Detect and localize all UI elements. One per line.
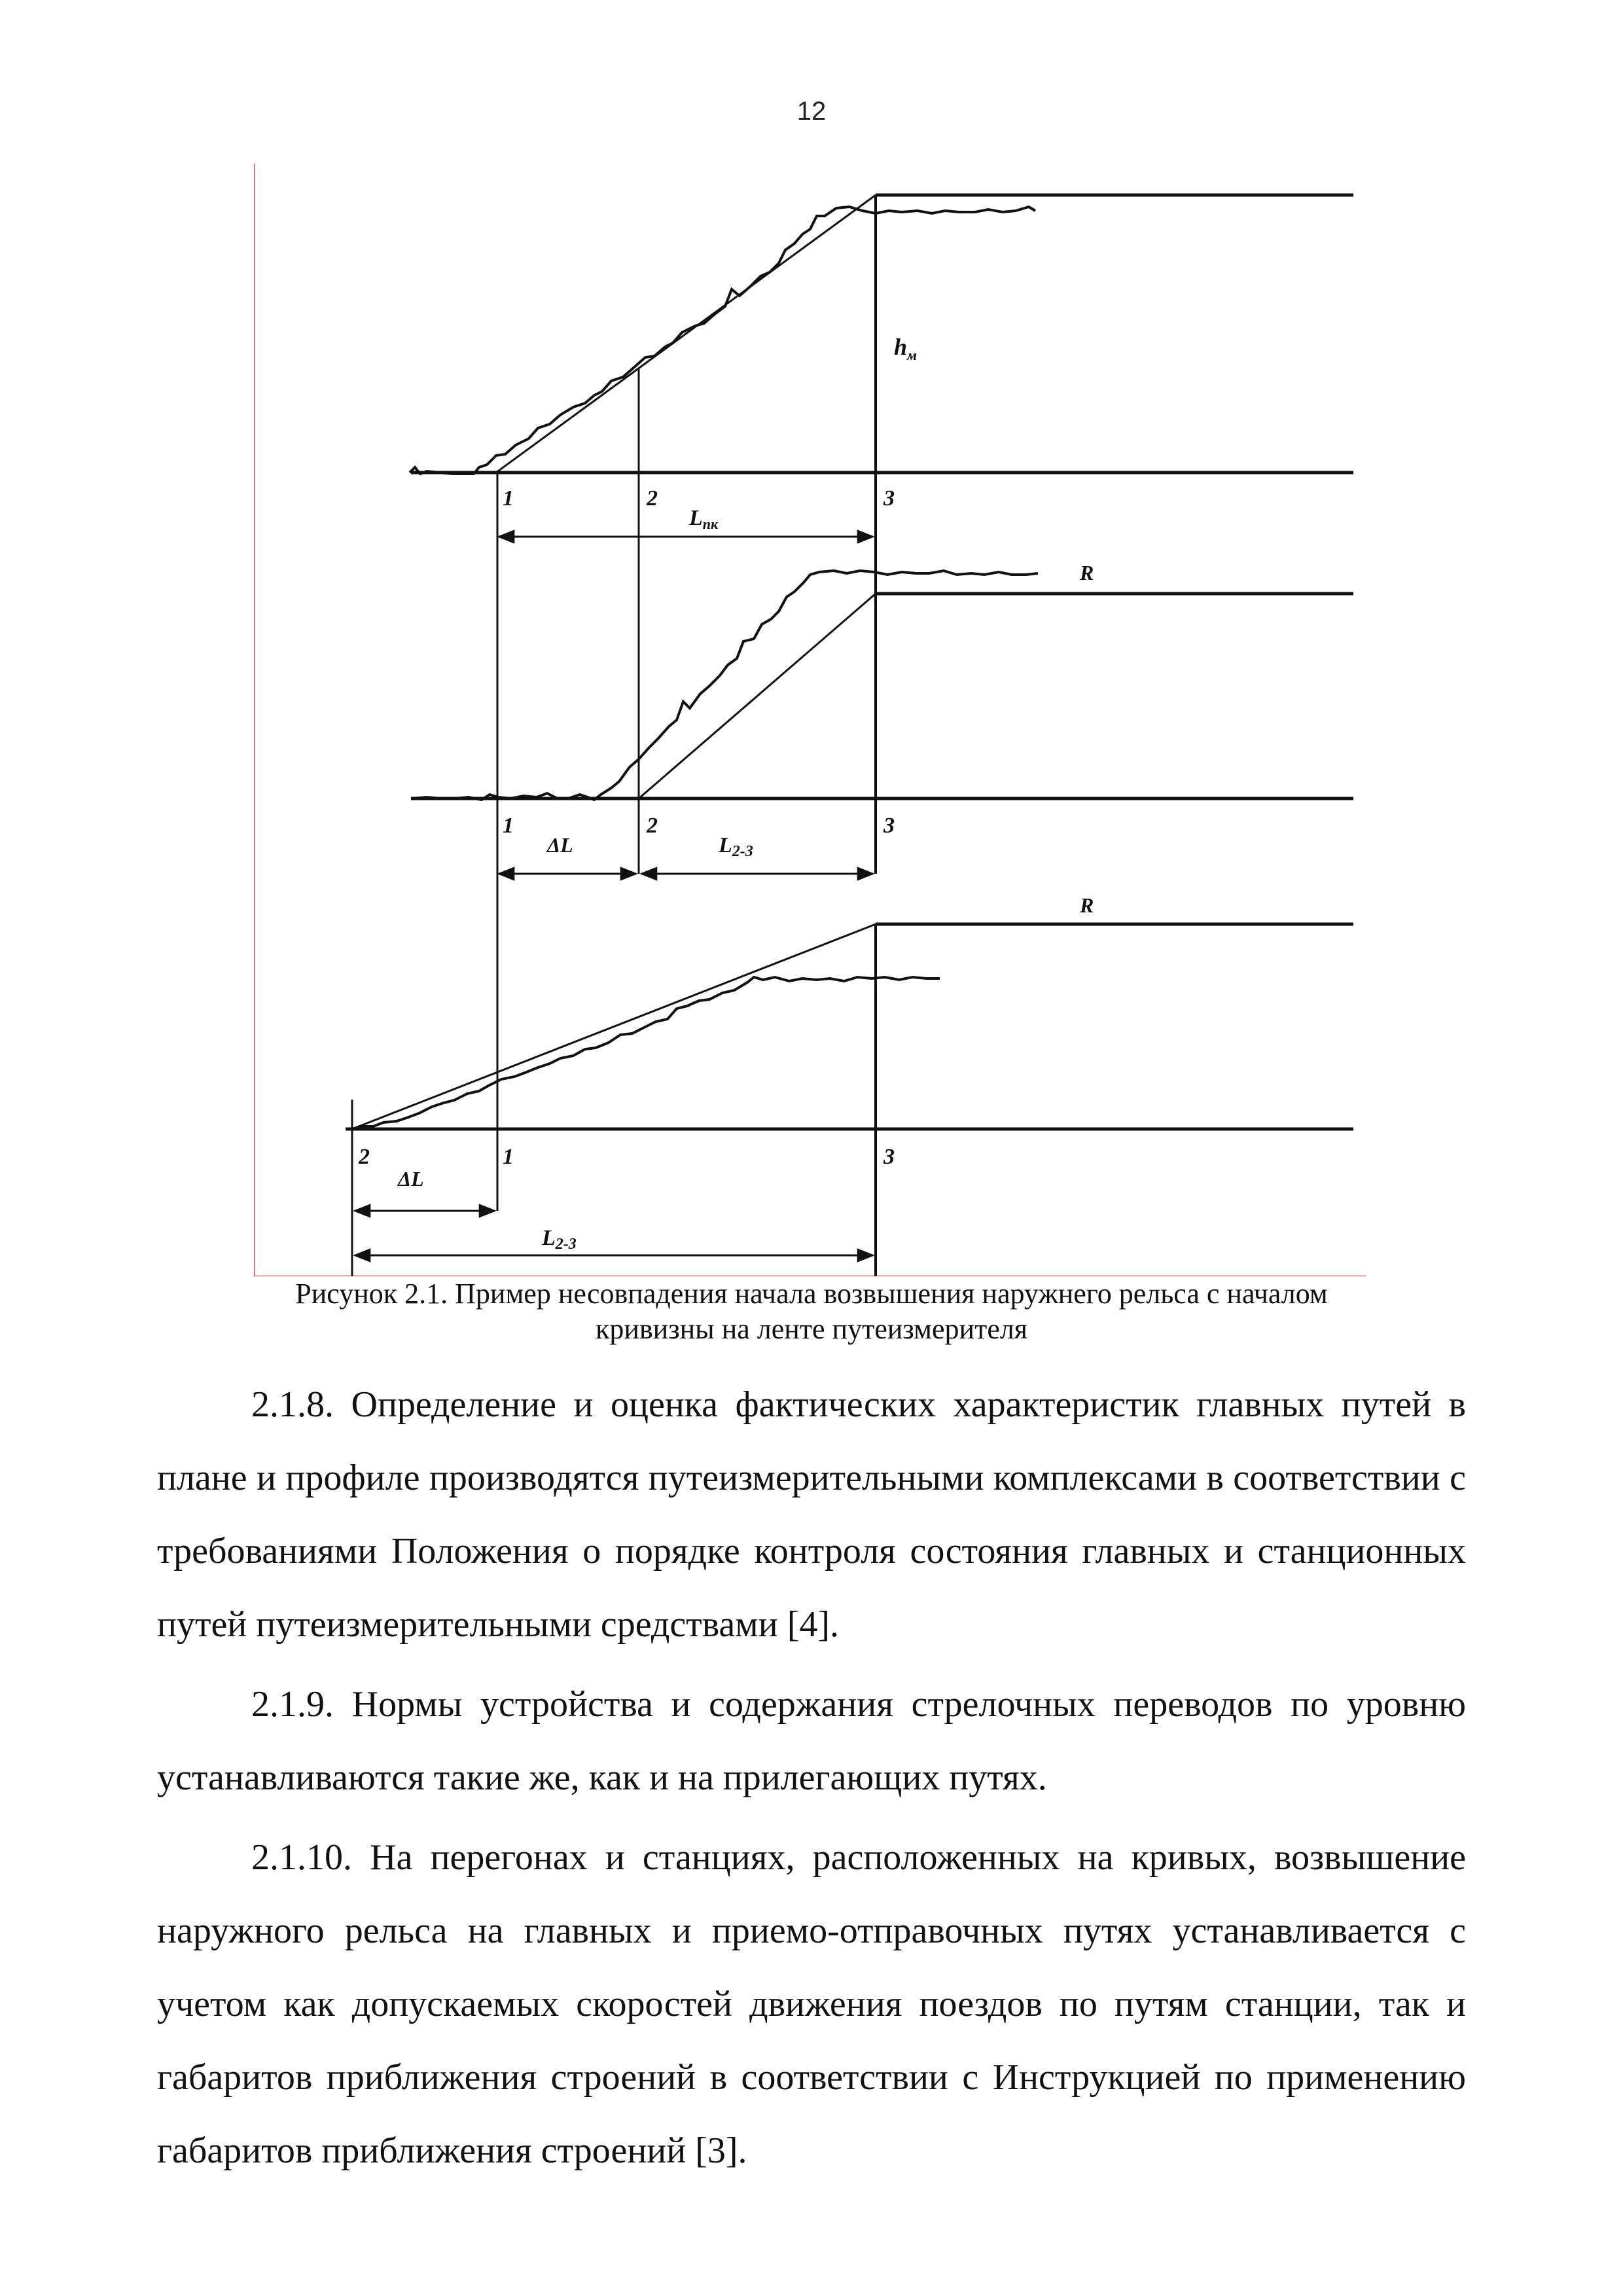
figure-track-diagram <box>254 164 1432 1276</box>
panel2-point-1-label: 1 <box>503 814 514 838</box>
panel3-point-3-label: 3 <box>883 1145 895 1169</box>
paragraph-2-1-10: 2.1.10. На перегонах и станциях, расположенных на кривых, возвышение наружного рельса на главных и приемо-отправочных путях устанавливается с учетом как допускаемых скоростей движения поездов по путям станции, так и габаритов приближения строений в соответствии с Инструкцией по применению габаритов приближения строений [3]. <box>157 1837 1466 2171</box>
panel3-ramp-straight <box>352 924 876 1129</box>
diagram-svg <box>254 164 1432 1276</box>
body-text <box>157 1368 1466 2194</box>
figure-caption-line-1: Рисунок 2.1. Пример несовпадения начала возвышения наружнего рельса с началом <box>295 1278 1328 1310</box>
panel2-r-label: R <box>1080 561 1094 584</box>
panel3-r-label: R <box>1080 893 1094 917</box>
panel2-point-3-label: 3 <box>883 814 895 838</box>
paragraph-2-1-8: 2.1.8. Определение и оценка фактических характеристик главных путей в плане и профиле производятся путеизмерительными комплексами в соответствии с требованиями Положения о порядке контроля состояния главных и станционных путей путеизмерительными средствами [4]. <box>157 1384 1466 1645</box>
figure-caption <box>196 1276 1427 1347</box>
panel1-point-1-label: 1 <box>503 486 514 511</box>
lpk-label: Lпк <box>689 506 719 532</box>
panel2-l23-label: L2-3 <box>719 833 753 860</box>
panel3-point-1-label: 1 <box>503 1145 514 1169</box>
panel2-ramp-straight <box>639 594 876 798</box>
paragraph-2-1-9: 2.1.9. Нормы устройства и содержания стрелочных переводов по уровню устанавливаются такие же, как и на прилегающих путях. <box>157 1684 1466 1798</box>
panel2-point-2-label: 2 <box>647 814 658 838</box>
panel2-delta-l-label: ΔL <box>547 833 573 857</box>
panel2-ramp-wavy <box>412 571 1038 800</box>
panel1-ramp-wavy <box>410 207 1035 474</box>
panel3-point-2-label: 2 <box>359 1145 370 1169</box>
panel3-l23-label: L2-3 <box>542 1226 577 1253</box>
panel1-ramp-straight <box>496 195 876 473</box>
page-number: 12 <box>796 97 827 126</box>
panel3-ramp-wavy <box>352 977 940 1129</box>
figure-caption-line-2: кривизны на ленте путеизмерителя <box>595 1313 1028 1345</box>
panel1-point-3-label: 3 <box>883 486 895 511</box>
panel3-delta-l-label: ΔL <box>398 1167 424 1191</box>
panel1-point-2-label: 2 <box>647 486 658 511</box>
hm-label: $h_м$ <box>894 334 918 363</box>
